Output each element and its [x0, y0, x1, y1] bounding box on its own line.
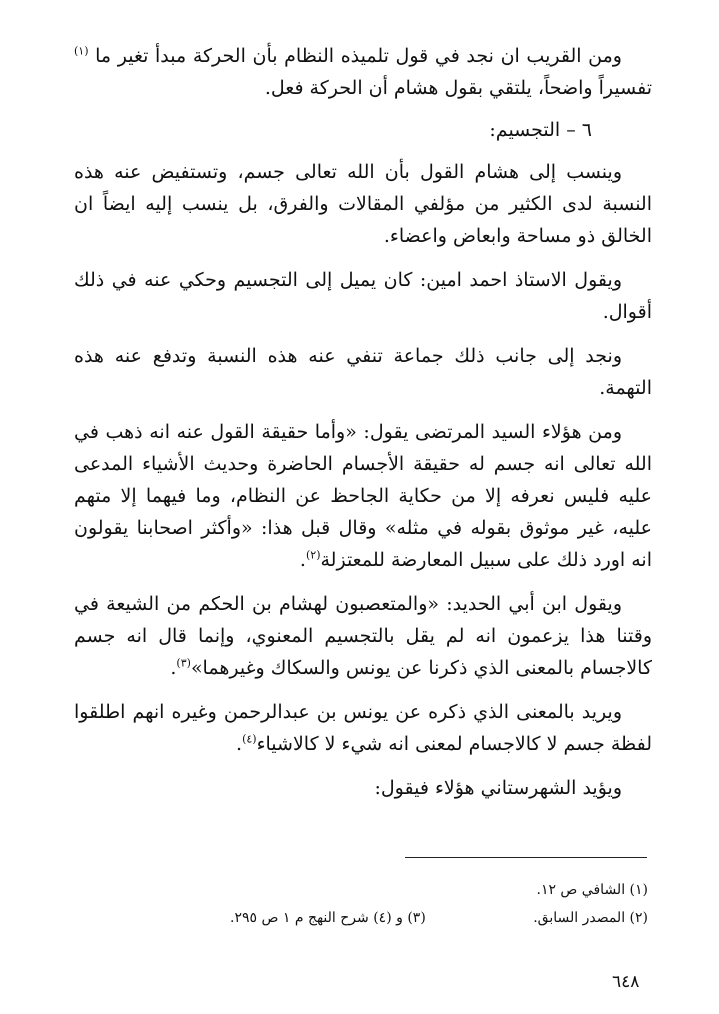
paragraph-4: ونجد إلى جانب ذلك جماعة تنفي عنه هذه النسبة وتدفع عنه هذه التهمة.	[74, 345, 652, 399]
paragraph-2: وينسب إلى هشام القول بأن الله تعالى جسم، وتستفيض عنه هذه النسبة لدى الكثير من مؤلفي المقالات والفرق، بل ينسب إليه ايضاً ان الخالق ذو مساحة وابعاض واعضاء.	[74, 161, 652, 247]
page-number: ٦٤٨	[612, 972, 640, 992]
footnotes	[230, 876, 648, 932]
paragraph-1	[74, 40, 652, 104]
paragraph-6	[74, 588, 652, 684]
paragraph-5-text: ومن هؤلاء السيد المرتضى يقول: «وأما حقيقة القول عنه انه ذهب في الله تعالى انه جسم له حقيقة الأجسام الحاضرة وحديث الأشياء المدعى عليه فليس نعرفه إلا من حكاية الجاحظ عن النظام، وما فيهما إلا متهم عليه، غير موثوق بقوله في مثله» وقال قبل هذا: «وأكثر اصحابنا يقولون انه اورد ذلك على سبيل المعارضة للمعتزلة	[74, 421, 652, 571]
paragraph-8: ويؤيد الشهرستاني هؤلاء فيقول:	[374, 777, 622, 799]
section-heading: ٦ – التجسيم:	[489, 119, 592, 141]
paragraph-6-text: ويقول ابن أبي الحديد: «والمتعصبون لهشام بن الحكم من الشيعة في وقتنا هذا يزعمون انه لم يقل بالتجسيم المعنوي، وإنما قال انه جسم كالاجسام بالمعنى الذي ذكرنا عن يونس والسكاك وغيرهما»	[74, 593, 652, 679]
footnote-1: (١) الشافي ص ١٢.	[536, 882, 648, 898]
paragraph-6-end: .	[170, 657, 177, 679]
paragraph-1-text: ومن القريب ان نجد في قول تلميذه النظام بأن الحركة مبدأ تغير ما	[95, 45, 622, 67]
paragraph-7-end: .	[236, 733, 243, 755]
footnote-ref-1: (١)	[74, 44, 89, 58]
footnote-row-2	[230, 904, 648, 932]
paragraph-5-end: .	[299, 549, 306, 571]
paragraph-7	[74, 696, 652, 760]
footnote-2: (٢) المصدر السابق.	[533, 910, 648, 926]
footnote-ref-4: (٤)	[242, 732, 257, 746]
paragraph-7-text: ويريد بالمعنى الذي ذكره عن يونس بن عبدالرحمن وغيره انهم اطلقوا لفظة جسم لا كالاجسام لمعنى انه شيء لا كالاشياء	[74, 701, 652, 755]
paragraph-3: ويقول الاستاذ احمد امين: كان يميل إلى التجسيم وحكي عنه في ذلك أقوال.	[74, 269, 652, 323]
paragraph-5	[74, 416, 652, 576]
page-body	[74, 40, 652, 804]
paragraph-1-end: تفسيراً واضحاً، يلتقي بقول هشام أن الحركة فعل.	[264, 77, 652, 99]
footnote-ref-2: (٢)	[305, 548, 321, 562]
footnote-ref-3: (٣)	[176, 656, 191, 670]
footnote-divider	[405, 857, 647, 858]
footnote-3-4: (٣) و (٤) شرح النهج م ١ ص ٢٩٥.	[230, 910, 426, 926]
